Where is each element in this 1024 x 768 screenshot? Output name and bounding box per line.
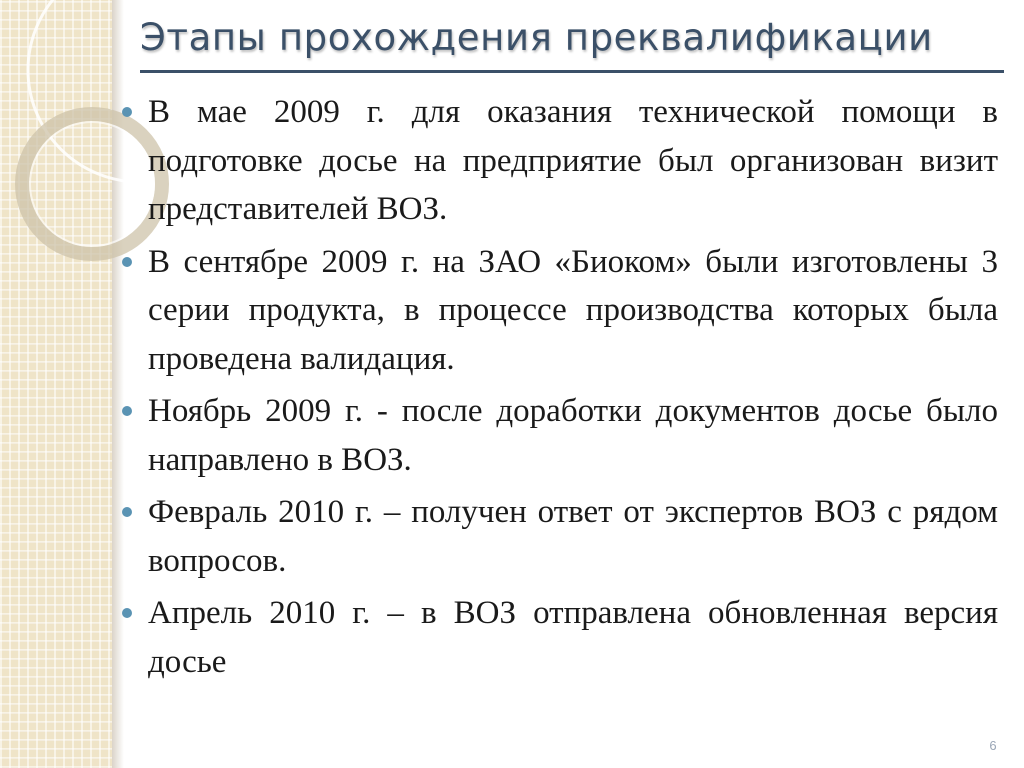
bullet-text: В сентябре 2009 г. на ЗАО «Биоком» были изготовлены 3 серии продукта, в процессе производства которых была проведена валидация. [148, 243, 998, 377]
bullet-text: В мае 2009 г. для оказания технической помощи в подготовке досье на предприятие был организован визит представителей ВОЗ. [148, 94, 998, 227]
bullet-item [118, 238, 998, 384]
bullet-item [118, 387, 998, 484]
bullet-dot-icon [122, 257, 132, 267]
title-underline [140, 70, 1004, 73]
bullet-dot-icon [122, 107, 132, 117]
bullet-text: Февраль 2010 г. – получен ответ от экспертов ВОЗ с рядом вопросов. [148, 494, 998, 579]
bullet-list [118, 88, 998, 690]
page-number: 6 [989, 738, 997, 753]
bullet-dot-icon [122, 507, 132, 517]
bullet-item [118, 88, 998, 234]
bullet-item [118, 589, 998, 686]
slide-title: Этапы прохождения преквалификации [140, 16, 933, 59]
bullet-item [118, 488, 998, 585]
bullet-dot-icon [122, 406, 132, 416]
bullet-dot-icon [122, 608, 132, 618]
bullet-text: Ноябрь 2009 г. - после доработки документов досье было направлено в ВОЗ. [148, 393, 998, 478]
bullet-text: Апрель 2010 г. – в ВОЗ отправлена обновленная версия досье [148, 595, 998, 680]
decorative-side-strip [0, 0, 112, 768]
